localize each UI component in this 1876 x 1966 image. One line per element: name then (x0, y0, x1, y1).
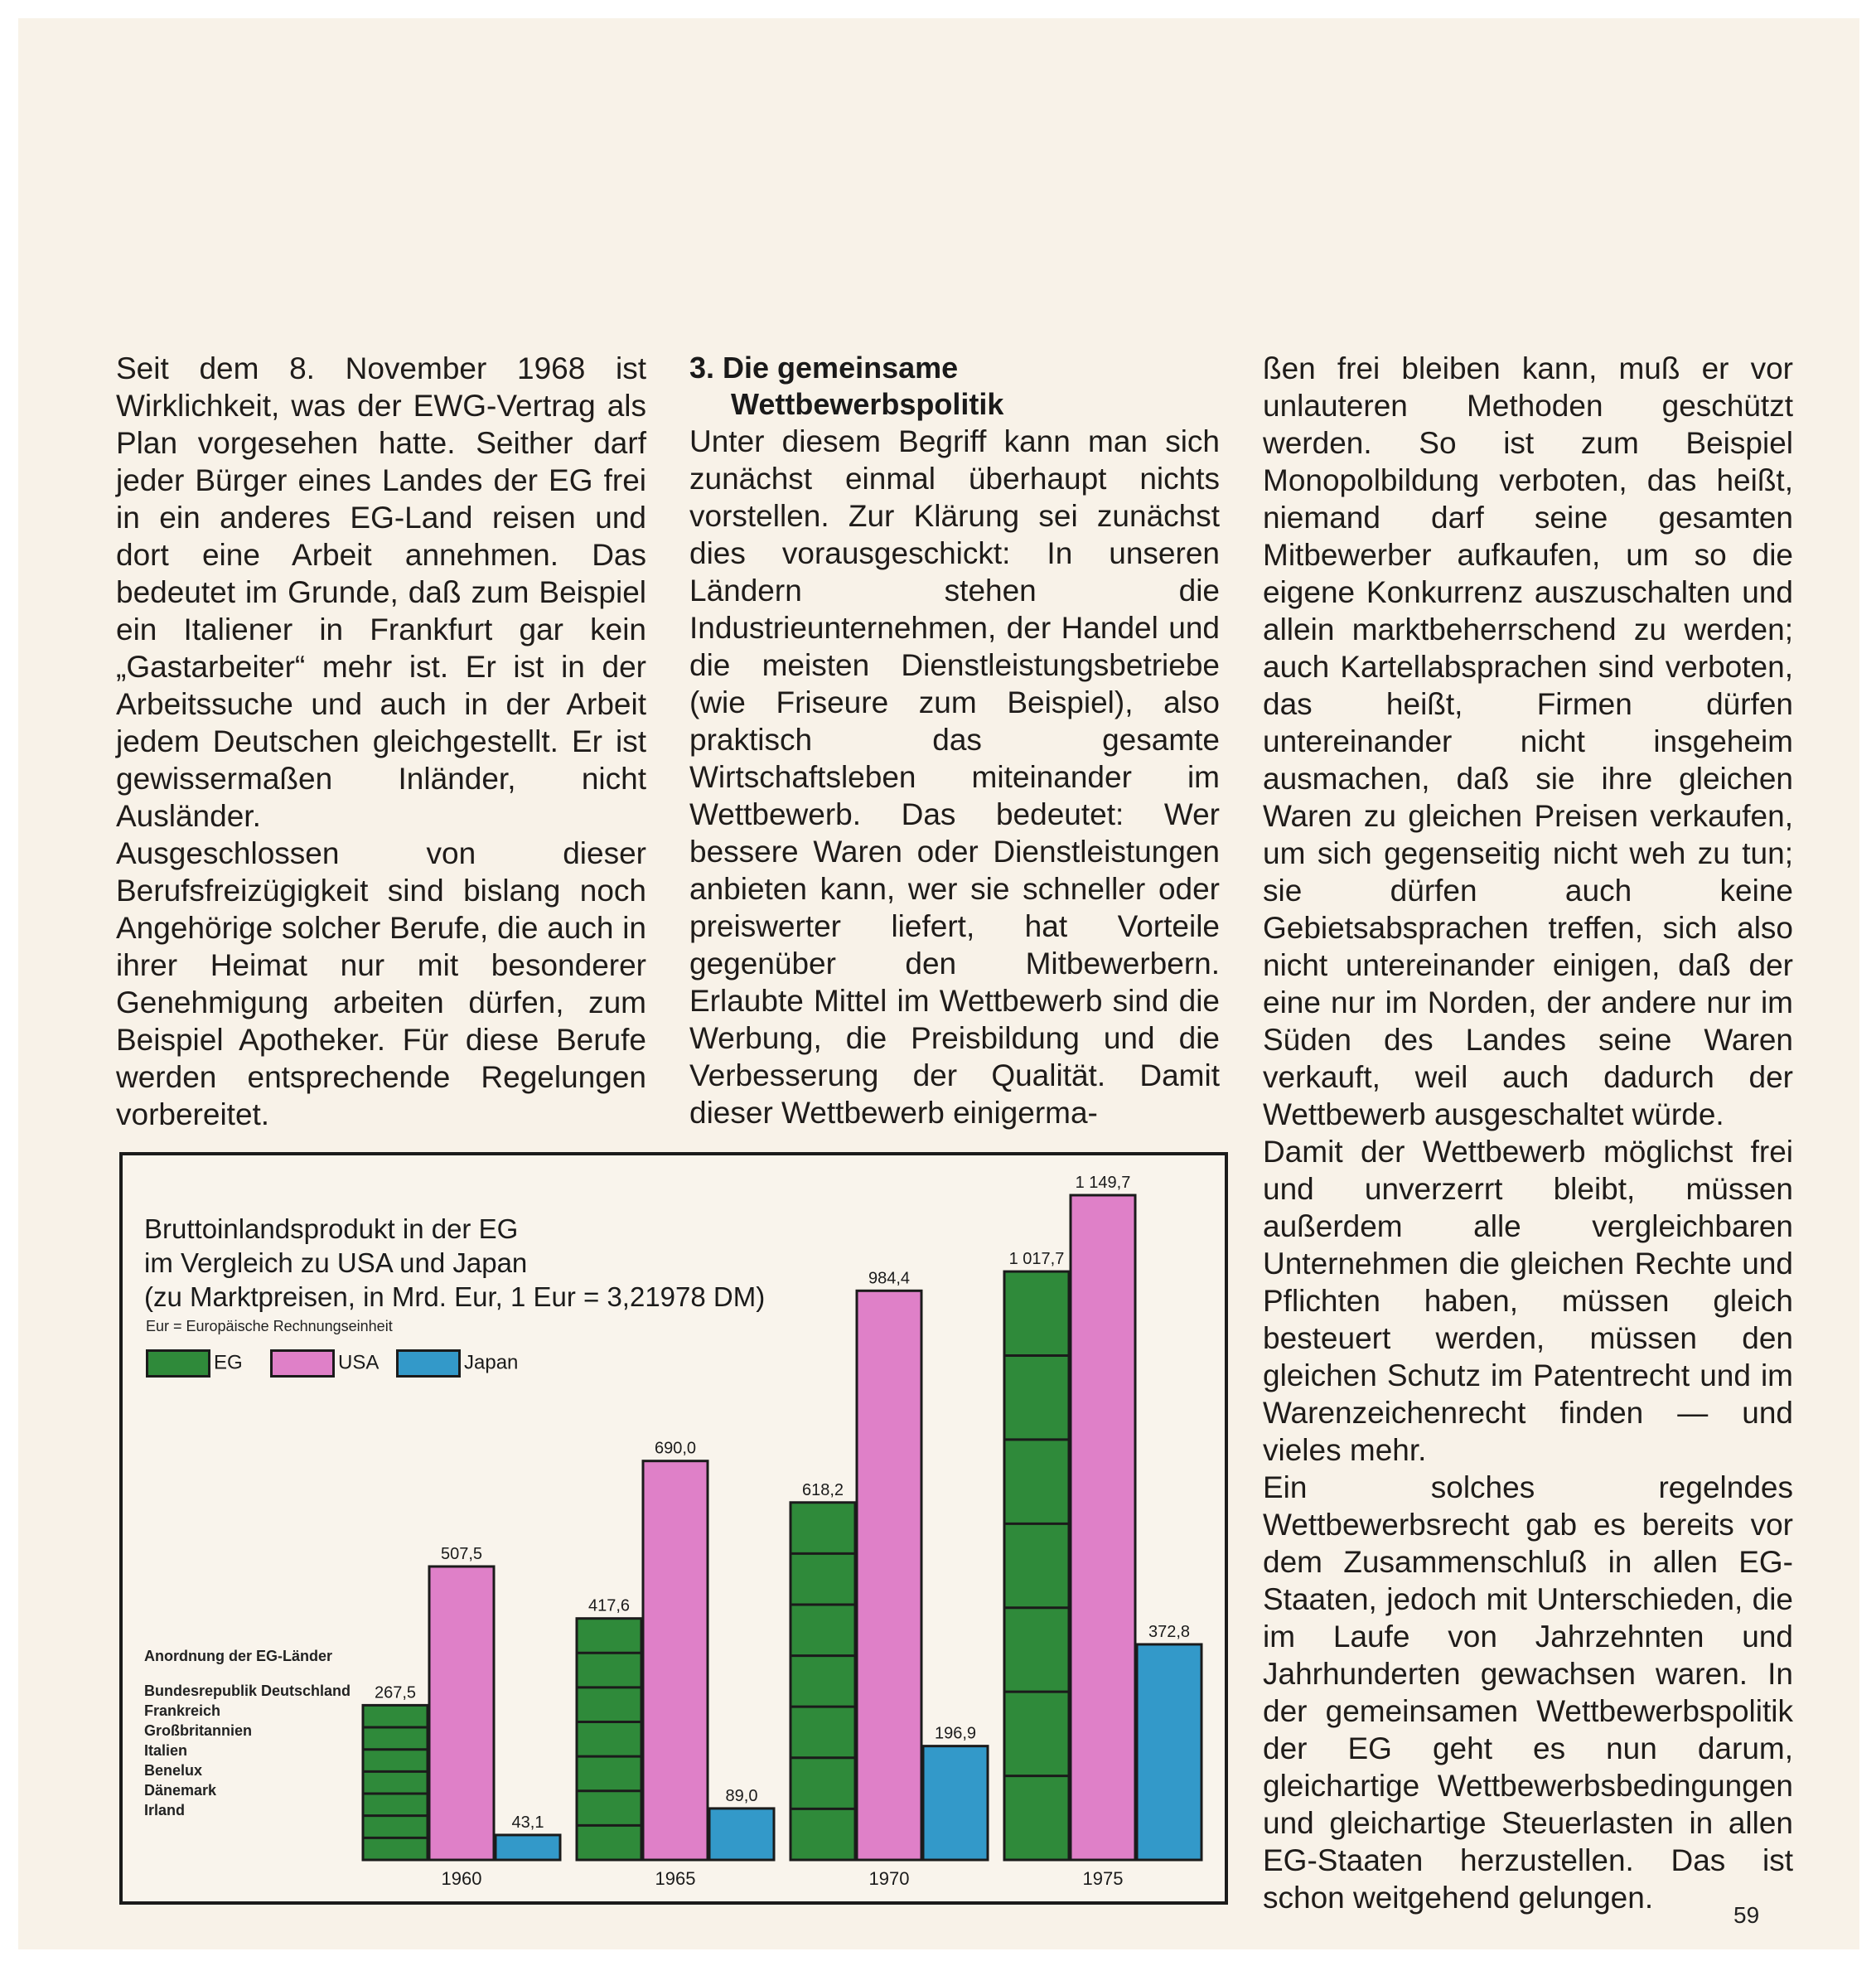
gdp-chart (119, 1152, 1228, 1905)
data-label-eg-1960: 267,5 (374, 1683, 417, 1702)
page-number: 59 (1733, 1902, 1760, 1928)
country-name: Bundesrepublik Deutschland (144, 1683, 351, 1699)
legend-label-japan: Japan (464, 1351, 519, 1374)
text-column-2 (689, 350, 1220, 1131)
paragraph: Unter diesem Begriff kann man sich zunächst einmal überhaupt nichts vorstellen. Zur Klärung sei zunächst dies vorausgeschickt: In unseren Ländern stehen die Industrieunternehmen, der Handel und die meisten Dienstleistungsbetriebe (wie Friseure zum Beispiel), also praktisch das gesamte Wirtschaftsleben miteinander im Wettbewerb. Das bedeutet: Wer bessere Waren oder Dienstleistungen anbieten kann, wer sie schneller oder preiswerter liefert, hat Vorteile gegenüber den Mitbewerbern. Erlaubte Mittel im Wettbewerb sind die Werbung, die Preisbildung und die Verbesserung der Qualität. Damit dieser Wettbewerb einigerma- (689, 424, 1220, 1130)
country-order-title: Anordnung der EG-Länder (144, 1648, 332, 1664)
data-label-japan-1975: 372,8 (1148, 1622, 1191, 1641)
bar-japan-1975 (1137, 1644, 1202, 1860)
paragraph: Ein solches regelndes Wettbewerbsrecht gab es bereits vor dem Zusammenschluß in allen EG-Staaten, jedoch mit Unterschieden, die im Laufe von Jahrzehnten und Jahrhunderten gewachsen waren. In der gemeinsamen Wettbewerbspolitik der EG geht es nun darum, gleichartige Wettbewerbsbedingungen und gleichartige Steuerlasten in allen EG-Staaten herzustellen. Das ist schon weitgehend gelungen. (1263, 1470, 1793, 1915)
paragraph: Ausgeschlossen von dieser Berufsfreizügigkeit sind bislang noch Angehörige solcher Berufe, die auch in ihrer Heimat nur mit besonderer Genehmigung arbeiten dürfen, zum Beispiel Apotheker. Für diese Berufe werden entsprechende Regelungen vorbereitet. (116, 836, 646, 1131)
bar-japan-1965 (709, 1809, 774, 1860)
data-label-usa-1970: 984,4 (868, 1269, 911, 1288)
bar-eg-1970 (791, 1503, 855, 1860)
country-name: Italien (144, 1742, 188, 1759)
bar-eg-1965 (577, 1619, 641, 1860)
bar-japan-1970 (923, 1746, 988, 1860)
paragraph: Seit dem 8. November 1968 ist Wirklichkeit, was der EWG-Vertrag als Plan vorgesehen hatte. Seither darf jeder Bürger eines Landes der EG frei in ein anderes EG-Land reisen und dort eine Arbeit annehmen. Das bedeutet im Grunde, daß zum Beispiel ein Italiener in Frankfurt gar kein „Gastarbeiter“ mehr ist. Er ist in der Arbeitssuche und auch in der Arbeit jedem Deutschen gleichgestellt. Er ist gewissermaßen Inländer, nicht Ausländer. (116, 351, 646, 833)
bar-usa-1970 (857, 1290, 921, 1860)
text-column-1 (116, 350, 646, 1133)
x-tick-label-1965: 1965 (655, 1868, 696, 1889)
data-label-eg-1975: 1 017,7 (1008, 1250, 1065, 1269)
data-label-eg-1965: 417,6 (587, 1596, 631, 1615)
text-column-3 (1263, 350, 1793, 1916)
bar-chart-plot (123, 1155, 1225, 1901)
bar-usa-1965 (643, 1461, 708, 1860)
country-name: Frankreich (144, 1702, 221, 1719)
chart-title-line: (zu Marktpreisen, in Mrd. Eur, 1 Eur = 3,21978 DM) (144, 1281, 766, 1312)
country-name: Großbritannien (144, 1722, 252, 1739)
paragraph: ßen frei bleiben kann, muß er vor unlauteren Methoden geschützt werden. So ist zum Beispiel Monopolbildung verboten, das heißt, niemand darf seine gesamten Mitbewerber aufkaufen, um so die eigene Konkurrenz auszuschalten und allein marktbeherrschend zu werden; auch Kartellabsprachen sind verboten, das heißt, Firmen dürfen untereinander nicht insgeheim ausmachen, daß sie ihre gleichen Waren zu gleichen Preisen verkaufen, um sich gegenseitig nicht weh zu tun; sie dürfen auch keine Gebietsabsprachen treffen, sich also nicht untereinander einigen, daß der eine nur im Norden, der andere nur im Süden des Landes seine Waren verkauft, weil auch dadurch der Wettbewerb ausgeschaltet würde. (1263, 351, 1793, 1131)
data-label-japan-1960: 43,1 (511, 1813, 544, 1832)
bar-usa-1975 (1071, 1195, 1135, 1860)
legend-label-eg: EG (214, 1351, 243, 1374)
country-name: Irland (144, 1802, 186, 1818)
chart-title-line: im Vergleich zu USA und Japan (144, 1247, 528, 1278)
chart-note: Eur = Europäische Rechnungseinheit (146, 1318, 393, 1334)
data-label-japan-1965: 89,0 (725, 1786, 758, 1805)
x-tick-label-1975: 1975 (1082, 1868, 1124, 1889)
legend-label-usa: USA (338, 1351, 380, 1374)
data-label-usa-1975: 1 149,7 (1075, 1174, 1131, 1192)
bar-japan-1960 (496, 1835, 560, 1860)
country-name: Benelux (144, 1762, 203, 1779)
chart-title-line: Bruttoinlandsprodukt in der EG (144, 1213, 519, 1244)
data-label-japan-1970: 196,9 (934, 1724, 977, 1743)
data-label-usa-1960: 507,5 (440, 1544, 483, 1563)
section-heading: 3. Die gemeinsame Wettbewerbspolitik (689, 351, 1004, 421)
x-tick-label-1970: 1970 (868, 1868, 910, 1889)
bar-usa-1960 (429, 1567, 494, 1860)
x-tick-label-1960: 1960 (441, 1868, 482, 1889)
country-name: Dänemark (144, 1782, 217, 1799)
bar-eg-1975 (1004, 1271, 1069, 1860)
data-label-usa-1965: 690,0 (654, 1439, 697, 1458)
paragraph: Damit der Wettbewerb möglichst frei und unverzerrt bleibt, müssen außerdem alle vergleichbaren Unternehmen die gleichen Rechte und Pflichten haben, müssen gleich besteuert werden, müssen den gleichen Schutz im Patentrecht und im Warenzeichenrecht finden — und vieles mehr. (1263, 1135, 1793, 1467)
page (18, 18, 1859, 1949)
data-label-eg-1970: 618,2 (801, 1480, 844, 1499)
